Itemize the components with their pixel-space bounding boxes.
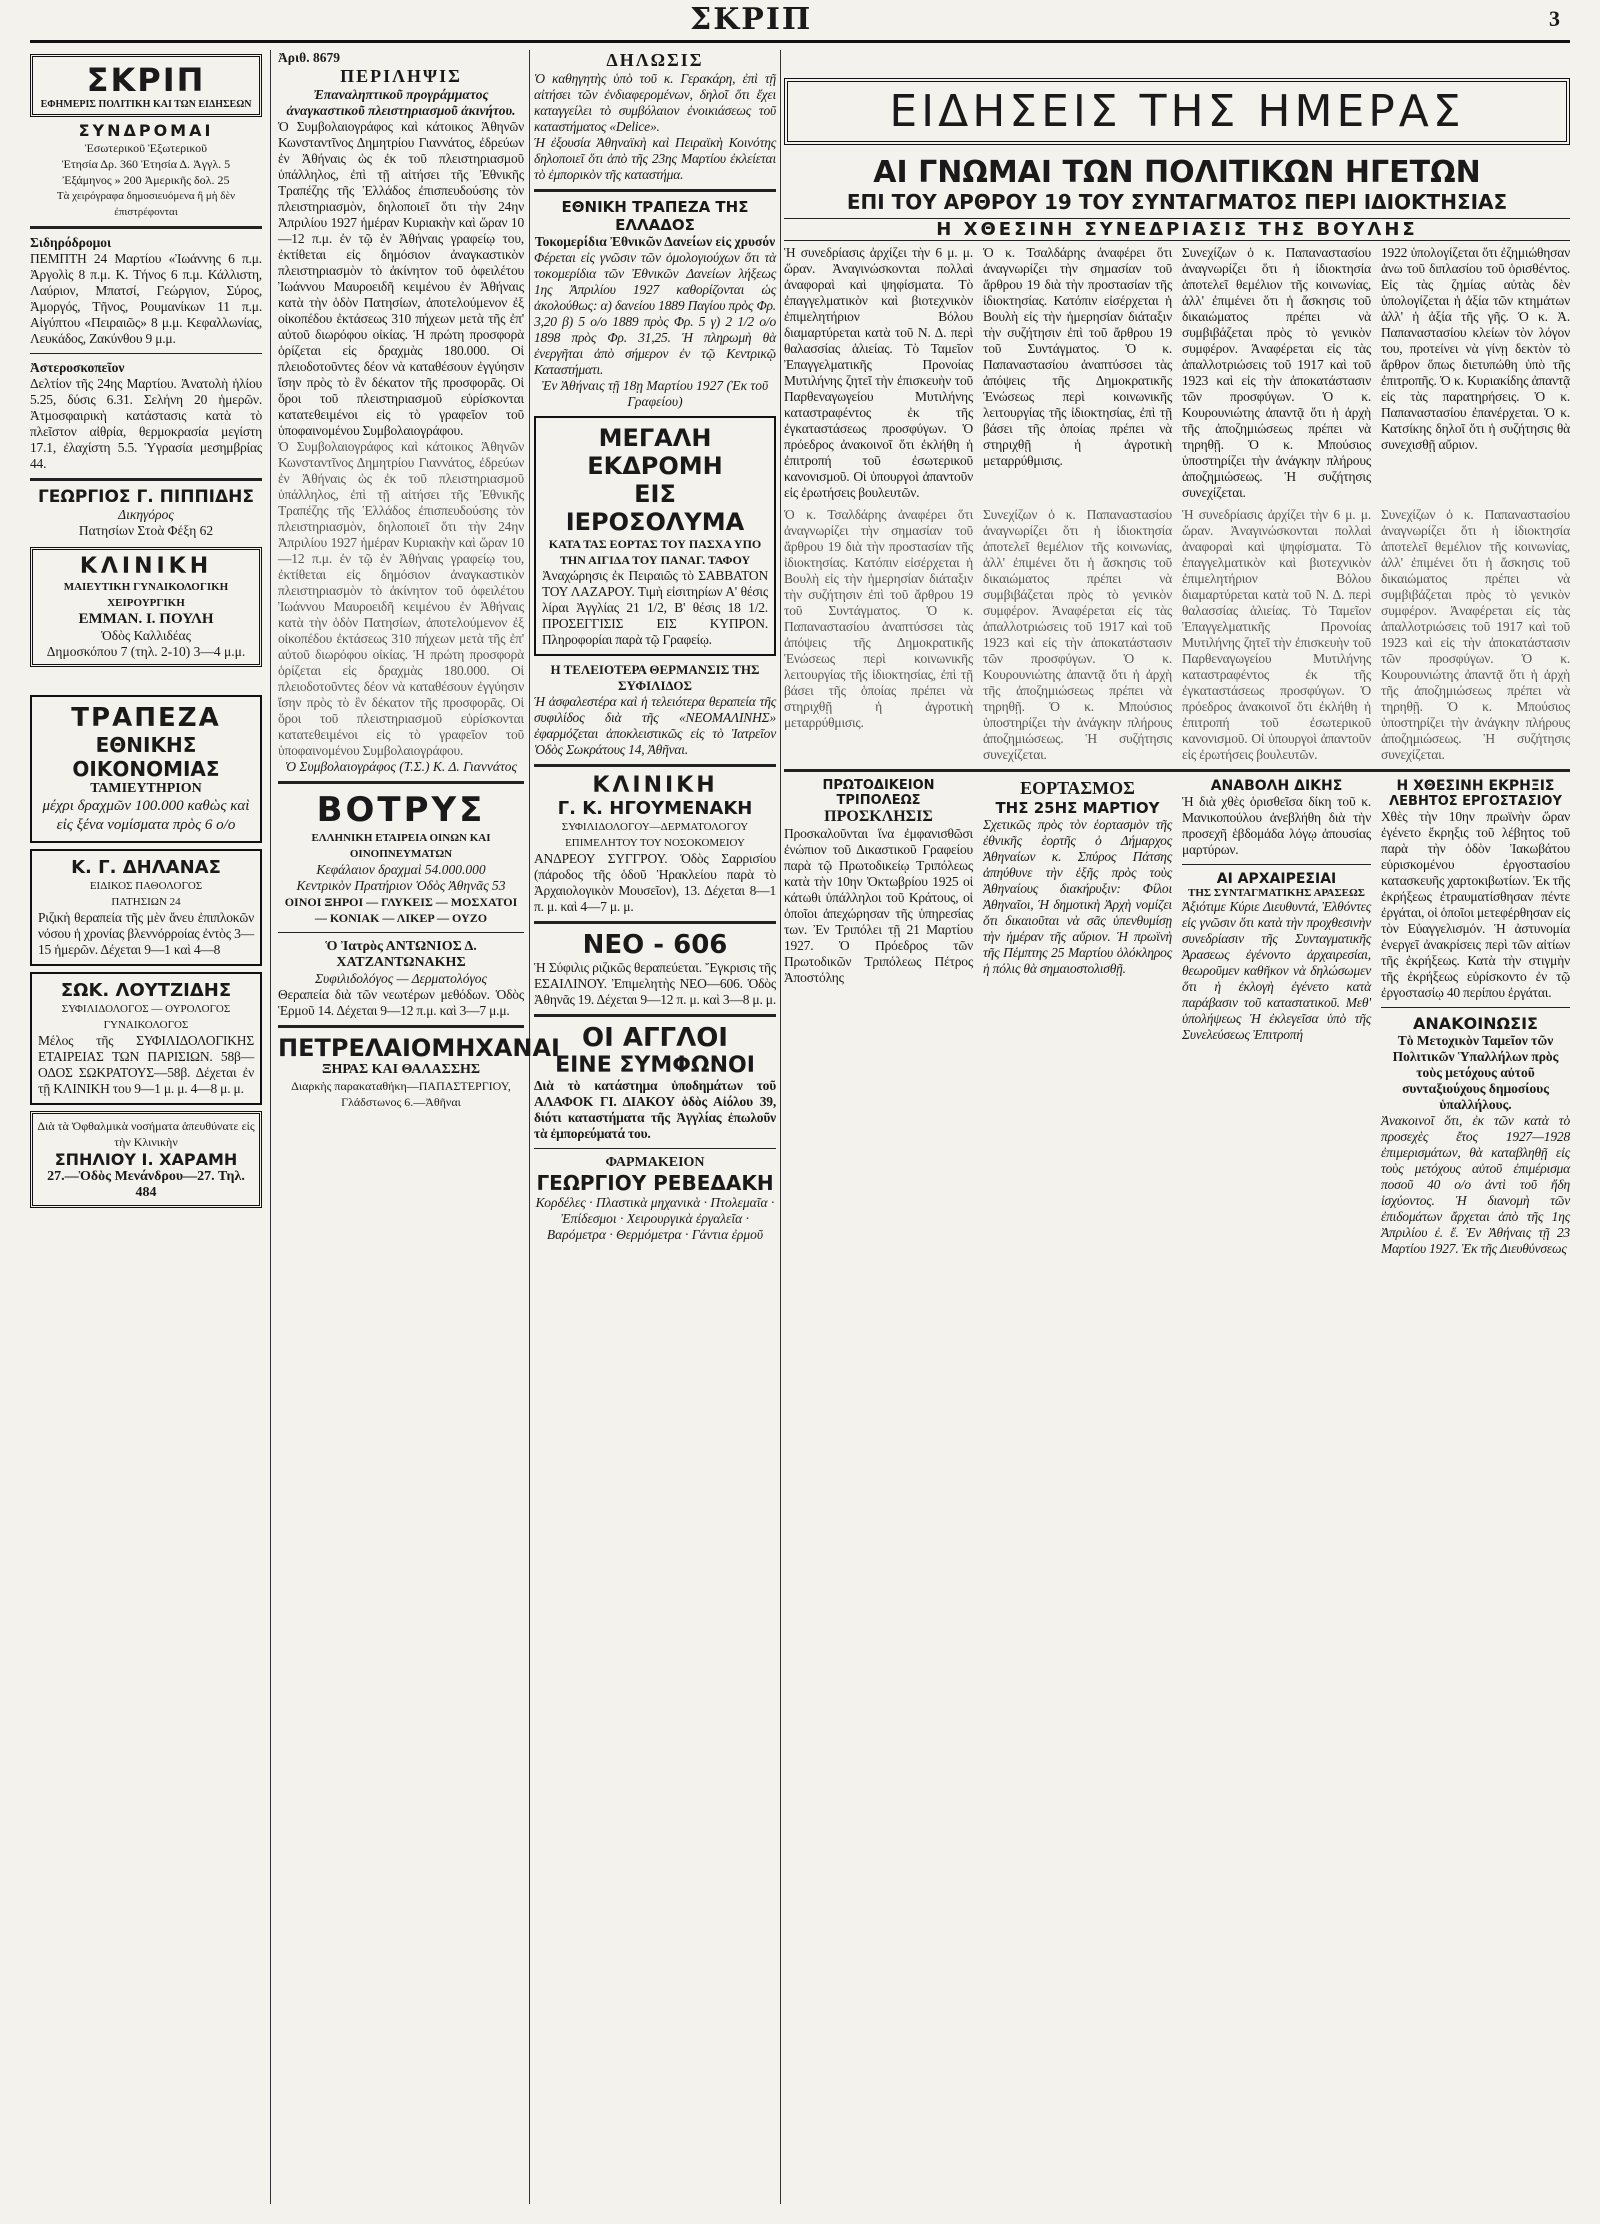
divider (1182, 864, 1371, 865)
summary-title: ΠΕΡΙΛΗΨΙΣ (340, 66, 462, 86)
national-bank-text: Φέρεται εἰς γνῶσιν τῶν ὁμολογιούχων ὅτι τὰ τοκομερίδια τῶν Ἐθνικῶν Δανείων λήξεως 1ης Ἀπριλίου 1927 καθορίζονται ὡς ἀκολούθως: α) δανείου 1889 Παγίου πρὸς Φρ. 3,20 β) 5 ο/ο 1889 πρὸς Φρ. 5 γ) 2 1/2 ο/ο 1898 πρὸς Φρ. 31,25. Ἡ πληρωμὴ θὰ ἐνεργῆται ἀπὸ σήμερον ἐν τῷ Κεντρικῷ Καταστήματι. (534, 250, 776, 377)
doctor-ad (30, 972, 262, 1105)
explosion-text: Χθὲς τὴν 10ην πρωϊνὴν ὥραν ἐγένετο ἔκρηξις τοῦ λέβητος τοῦ παρὰ τὴν ὁδὸν Ἰακωβάτου εὑρισκομένου ἐργοστασίου κατασκευῆς χαρτοκιβωτίων. Ἐκ τῆς ἐκρήξεως ἐτραυματίσθησαν πέντε ἐργάται, οἱ ὁποῖοι μετεφέρθησαν εἰς τὸν Εὐαγγελισμόν. Ἡ ἀστυνομία ἐνεργεῖ ἀνακρίσεις περὶ τῶν αἰτίων τῆς ἐκρήξεως. Κατὰ τὴν στιγμὴν τῆς ἐκρήξεως εὑρίσκοντο ἐν τῷ ἐργοστασίῳ 40 περίπου ἐργάται. (1381, 809, 1570, 1000)
votrys-title: ΒΟΤΡΥΣ (316, 790, 486, 830)
summary-subtitle: Ἐπαναληπτικοῦ προγράμματος ἀναγκαστικοῦ πλειστηριασμοῦ ἀκινήτου. (286, 87, 516, 118)
oil-engines-title: ΠΕΤΡΕΛΑΙΟΜΗΧΑΝΑΙ (278, 1034, 560, 1062)
lawyer-name: ΓΕΩΡΓΙΟΣ Γ. ΠΙΠΠΙΔΗΣ (37, 487, 255, 507)
headline-session: Η ΧΘΕΣΙΝΗ ΣΥΝΕΔΡΙΑΣΙΣ ΤΗΣ ΒΟΥΛΗΣ (784, 218, 1570, 241)
treatment-text: Ἡ ἀσφαλεστέρα καὶ ἡ τελειότερα θεραπεία τῆς συφιλίδος διὰ τῆς «ΝΕΟΜΑΛΙΝΗΣ» ἐφαρμόζεται ἀποκλειστικῶς εἰς τὸ Ἰατρεῖον Ὁδὸς Σωκράτους 14, Ἀθῆναι. (534, 694, 776, 757)
divider (534, 189, 776, 192)
column-3 (534, 50, 776, 2204)
page-number: 3 (1549, 6, 1560, 31)
trial-title: ΑΝΑΒΟΛΗ ΔΙΚΗΣ (1210, 778, 1343, 794)
story-column: Ἡ συνεδρίασις ἀρχίζει τὴν 6 μ. μ. ὥραν. Ἀναγινώσκονται πολλαὶ ἀναφοραὶ καὶ ψηφίσματα. Τὸ ἐπαγγελματικὸν καὶ βιοτεχνικὸν ἐπιμελητήριον Βόλου διαμαρτύρεται κατὰ τοῦ Ν. Δ. περὶ θαλασσίας ἁλιείας. Τὸ Ταμεῖον Ἐπαγγελματικῆς Προνοίας Μυτιλήνης ζητεῖ τὴν ἐπισκευὴν τοῦ Παρθεναγωγείου Μυτιλήνης καταστραφέντος ἐκ τῆς ἐγκαταστάσεως προσφύγων. Ὁ πρόεδρος ἀνακοινοῖ ὅτι ἐκλήθη ἡ ἐπιτροπή τοῦ ἐσωτερικοῦ κανονισμοῦ. Οἱ ὑπουργοὶ ἀπαντοῦν εἰς ἐρωτήσεις βουλευτῶν. (1182, 507, 1371, 762)
celebration-title: ΕΟΡΤΑΣΜΟΣ (1020, 778, 1135, 798)
divider (30, 226, 262, 229)
clinic-doctor: Γ. Κ. ΗΓΟΥΜΕΝΑΚΗ (557, 798, 753, 819)
votrys-subtitle: ΕΛΛΗΝΙΚΗ ΕΤΑΙΡΕΙΑ ΟΙΝΩΝ ΚΑΙ ΟΙΝΟΠΝΕΥΜΑΤΩΝ (311, 832, 491, 860)
nameplate-tagline: ΕΦΗΜΕΡΙΣ ΠΟΛΙΤΙΚΗ ΚΑΙ ΤΩΝ ΕΙΔΗΣΕΩΝ (40, 99, 252, 110)
masthead-rule (30, 40, 1570, 43)
trial-text: Ἡ διὰ χθὲς ὁρισθεῖσα δίκη τοῦ κ. Μανικοπούλου ἀνεβλήθη διὰ τὴν προσεχῆ ἑβδομάδα λόγῳ ἀπουσίας μαρτύρων. (1182, 794, 1371, 857)
lower-news-col (983, 778, 1172, 1257)
clinic-title: ΚΛΙΝΙΚΗ (592, 773, 718, 798)
doctor-text: Μέλος τῆς ΣΥΦΙΛΙΔΟΛΟΓΙΚΗΣ ΕΤΑΙΡΕΙΑΣ ΤΩΝ ΠΑΡΙΣΙΩΝ. 58β—ΟΔΟΣ ΣΩΚΡΑΤΟΥΣ—58β. Δέχεται ἐν τῇ ΚΛΙΝΙΚΗ του 9—1 μ. μ. 4—8 μ. μ. (38, 1033, 254, 1096)
announcement-title: ΑΝΑΚΟΙΝΩΣΙΣ (1413, 1014, 1538, 1033)
election-title: ΑΙ ΑΡΧΑΙΡΕΣΙΑΙ (1216, 871, 1337, 887)
observatory-text: Δελτίον τῆς 24ης Μαρτίου. Ἀνατολὴ ἡλίου 5.25, δύσις 6.31. Σελήνη 20 ἡμερῶν. Ἀτμοσφαιρικὴ κατάστασις κατὰ τὸ πλεῖστον αἰθρία, θερμοκρασία μεγίστη 17.1, ἐλαχίστη 5.5. Ὑγρασία μεσημβρίας 44. (30, 376, 262, 471)
headline-sub: ΕΠΙ ΤΟΥ ΑΡΘΡΟΥ 19 ΤΟΥ ΣΥΝΤΑΓΜΑΤΟΣ ΠΕΡΙ ΙΔΙΟΚΤΗΣΙΑΣ (846, 190, 1508, 214)
subscriptions-title: ΣΥΝΔΡΟΜΑΙ (78, 121, 214, 140)
eye-clinic-intro: Διὰ τὰ Ὀφθαλμικὰ νοσήματα ἀπευθύνατε εἰς τὴν Κλινικὴν (37, 1119, 255, 1149)
excursion-text: Ἀναχώρησις ἐκ Πειραιῶς τὸ ΣΑΒΒΑΤΟΝ ΤΟΥ ΛΑΖΑΡΟΥ. Τιμὴ εἰσιτηρίων Α' θέσις λίραι Ἀγγλίας 21 1/2, Β' θέσις 18 1/2. ΠΡΟΣΕΓΓΙΣΙΣ ΕΙΣ ΚΥΠΡΟΝ. Πληροφορίαι παρὰ τῷ Γραφείῳ. (542, 568, 768, 647)
column-divider (270, 50, 271, 2204)
doctor-role: Συφιλιδολόγος — Δερματολόγος (314, 971, 488, 986)
celebration-text: Σχετικῶς πρὸς τὸν ἑορτασμὸν τῆς ἐθνικῆς ἑορτῆς ὁ Δήμαρχος Ἀθηναίων κ. Σπύρος Πάτσης ἀπηύθυνε τὴν ἑξῆς πρὸς τοὺς Ἀθηναίους διακήρυξιν: Φίλοι Ἀθηναῖοι, Ἡ δημοτικὴ Ἀρχὴ νομίζει ὅτι δικαιοῦται νὰ σᾶς ὑπενθυμίσῃ τὴν ἡμέραν τῆς αὔριον. Ἡ πρωϊνὴ τῆς Πέμπτης 25 Μαρτίου ὁλόκληρος ἡ πόλις θὰ σημαιοστολισθῇ. (983, 817, 1172, 976)
column-divider (780, 50, 781, 2204)
divider (30, 353, 262, 354)
court-text: Προσκαλοῦνται ἵνα ἐμφανισθῶσι ἐνώπιον τοῦ Δικαστικοῦ Γραφείου παρὰ τῷ Πρωτοδικείῳ Τριπόλεως κατὰ τὴν 10ην Ὀκτωβρίου 1925 οἱ κάτωθι ὑπάλληλοι τοῦ Κράτους, οἱ ὁποῖοι ἀπεχώρησαν τῆς ὑπηρεσίας των. Ἐν Τριπόλει τῇ 21 Μαρτίου 1927. Ὁ Πρόεδρος τῶν Πρωτοδικῶν Τριπόλεως Πέτρος Ἀποστόλης (784, 826, 973, 985)
english-ad-title: ΟΙ ΑΓΓΛΟΙ (582, 1023, 728, 1053)
news-section (784, 50, 1570, 2204)
column-1 (30, 50, 262, 2204)
masthead-title: ΣΚΡΙΠ (690, 2, 813, 37)
divider (278, 1025, 524, 1028)
clinic-role: ΣΥΦΙΛΙΔΟΛΟΓΟΥ—ΔΕΡΜΑΤΟΛΟΓΟΥ ΕΠΙΜΕΛΗΤΟΥ ΤΟΥ ΝΟΣΟΚΟΜΕΙΟΥ (561, 821, 749, 849)
story-column: Ἡ συνεδρίασις ἀρχίζει τὴν 6 μ. μ. ὥραν. Ἀναγινώσκονται πολλαὶ ἀναφοραὶ καὶ ψηφίσματα. Τὸ ἐπαγγελματικὸν καὶ βιοτεχνικὸν ἐπιμελητήριον Βόλου διαμαρτύρεται κατὰ τοῦ Ν. Δ. περὶ θαλασσίας ἁλιείας. Τὸ Ταμεῖον Ἐπαγγελματικῆς Προνοίας Μυτιλήνης ζητεῖ τὴν ἐπισκευὴν τοῦ Παρθεναγωγείου Μυτιλήνης καταστραφέντος ἐκ τῆς ἐγκαταστάσεως προσφύγων. Ὁ πρόεδρος ἀνακοινοῖ ὅτι ἐκλήθη ἡ ἐπιτροπή τοῦ ἐσωτερικοῦ κανονισμοῦ. Οἱ ὑπουργοὶ ἀπαντοῦν εἰς ἐρωτήσεις βουλευτῶν. (784, 245, 973, 500)
neo-606-title: ΝΕΟ - 606 (582, 930, 728, 960)
lower-news-col (1381, 778, 1570, 1257)
summary-text: Ὁ Συμβολαιογράφος καὶ κάτοικος Ἀθηνῶν Κωνσταντῖνος Δημητρίου Γιαννάτος, ἐδρεύων ἐν Ἀθήναις ὡς ἐκ τοῦ πλειστηριασμοῦ ὑπάλληλος, ἐπὶ τῇ αἰτήσει τῆς Ἐθνικῆς Τραπέζης τῆς Ἑλλάδος ἐπισπευδούσης τὸν πλειστηριασμὸν, δηλοποιεῖ ὅτι τὴν 24ην Ἀπριλίου 1927 ἡμέραν Κυριακὴν καὶ ὥραν 10—12 π.μ. ἐν τῷ ἐν Ἀθήναις γραφείῳ του, ἐκτίθεται εἰς δημόσιον ἀναγκαστικὸν πλειστηριασμὸν τὸ ἀκίνητον τοῦ ὀφειλέτου Ἰωάννου Μαυροειδῆ κειμένου ἐν Ἀθήναις κατὰ τὴν ὁδὸν Πατησίων, ἀποτελούμενον ἐξ οἰκοπέδου ἐκτάσεως 310 πήχεων μετὰ τῆς ἐπ' αὐτοῦ διωρόφου οἰκίας. Ἡ πρώτη προσφορὰ ὁρίζεται εἰς δραχμὰς 180.000. Οἱ πλειοδοτοῦντες δέον νὰ καταθέσουν ἐγγύησιν ἴσην πρὸς τὸ ἓν δέκατον τῆς προσφορᾶς. Οἱ ὅροι τοῦ πλειστηριασμοῦ εὑρίσκονται κατατεθειμένοι εἰς τὸ γραφεῖον τοῦ ὑποφαινομένου Συμβολαιογράφου. (278, 119, 524, 438)
subscriptions-line: Ἐξάμηνος » 200 Ἀμερικῆς δολ. 25 (62, 173, 230, 187)
observatory-title: Ἀστεροσκοπεῖον (30, 360, 125, 375)
national-bank-signature: Ἐν Ἀθήναις τῇ 18ῃ Μαρτίου 1927 (Ἐκ τοῦ Γραφείου) (541, 378, 769, 409)
clinic-subtitle: ΜΑΙΕΥΤΙΚΗ ΓΥΝΑΙΚΟΛΟΓΙΚΗ ΧΕΙΡΟΥΡΓΙΚΗ (63, 581, 229, 609)
national-bank-subtitle: Τοκομερίδια Ἐθνικῶν Δανείων εἰς χρυσόν (534, 234, 776, 249)
national-bank-title: ΕΘΝΙΚΗ ΤΡΑΠΕΖΑ ΤΗΣ ΕΛΛΑΔΟΣ (561, 198, 749, 234)
pharmacy-title: ΦΑΡΜΑΚΕΙΟΝ (605, 1155, 705, 1170)
doctor-address: ΠΑΤΗΣΙΩΝ 24 (111, 896, 181, 908)
clinic-address: Ὁδὸς Καλλιδέας (101, 628, 191, 643)
divider (1381, 1007, 1570, 1008)
clinic-doctor: ΕΜΜΑΝ. Ι. ΠΟΥΛΗ (78, 611, 214, 627)
excursion-ad (534, 416, 776, 656)
news-banner: ΕΙΔΗΣΕΙΣ ΤΗΣ ΗΜΕΡΑΣ (784, 78, 1570, 145)
doctor-ad (30, 849, 262, 966)
bank-ad (30, 695, 262, 843)
bank-title: ΤΡΑΠΕΖΑ (71, 703, 221, 733)
treatment-title: Η ΤΕΛΕΙΟΤΕΡΑ ΘΕΡΜΑΝΣΙΣ ΤΗΣ ΣΥΦΙΛΙΔΟΣ (550, 662, 760, 693)
divider (784, 769, 1570, 772)
nameplate-box (30, 54, 262, 117)
story-column: Συνεχίζων ὁ κ. Παπαναστασίου ἀναγνωρίζει ὅτι ἡ ἰδιοκτησία ἀποτελεῖ θεμέλιον τῆς κοινωνίας, ἀλλ' ἐπιμένει ὅτι ἡ ἄσκησις τοῦ δικαιώματος πρέπει νὰ συμβιβάζεται πρὸς τὸ γενικὸν συμφέρον. Ἀναφέρεται εἰς τὰς ἀπαλλοτριώσεις τοῦ 1917 καὶ τοῦ 1923 καὶ εἰς τὴν ἀποκατάστασιν τῶν προσφύγων. Ὁ κ. Κουρουνιώτης ἀπαντᾷ ὅτι ἡ ἀρχὴ τῆς ἀποζημιώσεως πρέπει νὰ τηρηθῇ. Ὁ κ. Μπούσιος ὑποστηρίζει τὴν ἀνάγκην πλήρους ἀποζημιώσεως. Ἡ συζήτησις συνεχίζεται. (1182, 245, 1371, 500)
explosion-title: Η ΧΘΕΣΙΝΗ ΕΚΡΗΞΙΣ (1396, 778, 1555, 794)
story-column: Συνεχίζων ὁ κ. Παπαναστασίου ἀναγνωρίζει ὅτι ἡ ἰδιοκτησία ἀποτελεῖ θεμέλιον τῆς κοινωνίας, ἀλλ' ἐπιμένει ὅτι ἡ ἄσκησις τοῦ δικαιώματος πρέπει νὰ συμβιβάζεται πρὸς τὸ γενικὸν συμφέρον. Ἀναφέρεται εἰς τὰς ἀπαλλοτριώσεις τοῦ 1917 καὶ τοῦ 1923 καὶ εἰς τὴν ἀποκατάστασιν τῶν προσφύγων. Ὁ κ. Κουρουνιώτης ἀπαντᾷ ὅτι ἡ ἀρχὴ τῆς ἀποζημιώσεως πρέπει νὰ τηρηθῇ. Ὁ κ. Μπούσιος ὑποστηρίζει τὴν ἀνάγκην πλήρους ἀποζημιώσεως. Ἡ συζήτησις συνεχίζεται. (983, 507, 1172, 762)
votrys-address: Κεντρικὸν Πρατήριον Ὁδὸς Ἀθηνᾶς 53 (296, 878, 506, 893)
subscriptions-note: Τὰ χειρόγραφα δημοσιευόμενα ἢ μὴ δὲν ἐπιστρέφονται (56, 190, 236, 218)
bank-name: ΕΘΝΙΚΗΣ ΟΙΚΟΝΟΜΙΑΣ (72, 733, 220, 781)
excursion-destination: ΕΙΣ ΙΕΡΟΣΟΛΥΜΑ (565, 480, 745, 536)
divider (534, 921, 776, 924)
lower-news-col (784, 778, 973, 1257)
clinic-title: ΚΛΙΝΙΚΗ (79, 554, 213, 579)
votrys-capital: Κεφάλαιον δραχμαὶ 54.000.000 (316, 862, 486, 877)
masthead (0, 0, 1600, 40)
main-story (784, 245, 1570, 501)
doctor-text: Ριζικὴ θεραπεία τῆς μὲν ἄνευ ἐπιπλοκῶν νόσου ἡ χρονίας βλεννόρροίας ἐντὸς 3—15 ἡμερῶν. Δέχεται 9—1 καὶ 4—8 (38, 910, 254, 957)
divider (278, 932, 524, 933)
divider (278, 781, 524, 784)
story-column: 1922 ὑπολογίζεται ὅτι ἐζημιώθησαν ἀνω τοῦ διπλασίου τοῦ ὁρισθέντος. Εἰς τὰς ζημίας αὐτὰς δὲν ὑπολογίζεται ἡ ἀξία τῶν κτημάτων ἀλλ' ἡ ἀξία τῆς γῆς. Ὁ κ. Ἀ. Παπαναστασίου κλείων τὸν λόγον του, προτείνει νὰ γίνῃ δεκτὸν τὸ ἄρθρον ὅπως διετυπώθη ὑπὸ τῆς ἐπιτροπῆς. Ὁ κ. Κυριακίδης ἀπαντᾷ εἰς τὰς παρατηρήσεις. Ὁ κ. Παπαναστασίου ἐπανέρχεται. Ὁ κ. Κατσίκης δηλοῖ ὅτι ἡ συζήτησις θὰ συνεχισθῇ αὔριον. (1381, 245, 1570, 452)
bank-subtitle: ΤΑΜΙΕΥΤΗΡΙΟΝ (90, 781, 202, 796)
clinic-hours: Δημοσκόπου 7 (τηλ. 2-10) 3—4 μ.μ. (46, 644, 246, 659)
eye-clinic-name: ΣΠΗΛΙΟΥ Ι. ΧΑΡΑΜΗ (54, 1150, 238, 1169)
doctor-role: ΣΥΦΙΛΙΔΟΛΟΓΟΣ — ΟΥΡΟΛΟΓΟΣ ΓΥΝΑΙΚΟΛΟΓΟΣ (61, 1003, 231, 1031)
declaration-text: Ὁ καθηγητὴς ὑπὸ τοῦ κ. Γερακάρη, ἐπὶ τῇ αἰτήσει τῶν ἐνδιαφερομένων, δηλοῖ ὅτι ἔχει καταγγείλει τὸ συμβόλαιον ἐνοικιάσεως τοῦ καταστήματος «Delice». (534, 71, 776, 134)
column-divider (529, 50, 530, 2204)
subscriptions-line: Ἐσωτερικοῦ Ἐξωτερικοῦ (84, 141, 208, 155)
bank-text: μέχρι δραχμῶν 100.000 καθὼς καὶ εἰς ξένα νομίσματα πρὸς 6 ο/ο (42, 798, 250, 833)
divider (534, 1014, 776, 1017)
story-column: Συνεχίζων ὁ κ. Παπαναστασίου ἀναγνωρίζει ὅτι ἡ ἰδιοκτησία ἀποτελεῖ θεμέλιον τῆς κοινωνίας, ἀλλ' ἐπιμένει ὅτι ἡ ἄσκησις τοῦ δικαιώματος πρέπει νὰ συμβιβάζεται πρὸς τὸ γενικὸν συμφέρον. Ἀναφέρεται εἰς τὰς ἀπαλλοτριώσεις τοῦ 1917 καὶ τοῦ 1923 καὶ εἰς τὴν ἀποκατάστασιν τῶν προσφύγων. Ὁ κ. Κουρουνιώτης ἀπαντᾷ ὅτι ἡ ἀρχὴ τῆς ἀποζημιώσεως πρέπει νὰ τηρηθῇ. Ὁ κ. Μπούσιος ὑποστηρίζει τὴν ἀνάγκην πλήρους ἀποζημιώσεως. Ἡ συζήτησις συνεχίζεται. (1381, 507, 1570, 762)
doctor-name: ΣΩΚ. ΛΟΥΤΖΙΔΗΣ (60, 980, 232, 1001)
headline-main: ΑΙ ΓΝΩΜΑΙ ΤΩΝ ΠΟΛΙΤΙΚΩΝ ΗΓΕΤΩΝ (873, 155, 1481, 190)
announcement-text: Ἀνακοινοῖ ὅτι, ἐκ τῶν κατὰ τὸ προσεχὲς ἔτος 1927—1928 ἐπιμερισμάτων, θὰ καταβληθῇ εἰς τοὺς μετόχους αὐτοῦ ἐπιμέρισμα ποσοῦ 40 ο/ο ἀντὶ τοῦ ἤδη ἰσχύοντος. Ἡ διανομὴ τῶν ἐπιδομάτων ἄρχεται ἀπὸ τῆς 1ης Ἀπριλίου ἐ. ἔ. Ἐν Ἀθήναις τῇ 23 Μαρτίου 1927. Ἐκ τῆς Διευθύνσεως (1381, 1113, 1570, 1256)
summary-text-continued: Ὁ Συμβολαιογράφος καὶ κάτοικος Ἀθηνῶν Κωνσταντῖνος Δημητρίου Γιαννάτος, ἐδρεύων ἐν Ἀθήναις ὡς ἐκ τοῦ πλειστηριασμοῦ ὑπάλληλος, ἐπὶ τῇ αἰτήσει τῆς Ἐθνικῆς Τραπέζης τῆς Ἑλλάδος ἐπισπευδούσης τὸν πλειστηριασμὸν, δηλοποιεῖ ὅτι τὴν 24ην Ἀπριλίου 1927 ἡμέραν Κυριακὴν καὶ ὥραν 10—12 π.μ. ἐν τῷ ἐν Ἀθήναις γραφείῳ του, ἐκτίθεται εἰς δημόσιον ἀναγκαστικὸν πλειστηριασμὸν τὸ ἀκίνητον τοῦ ὀφειλέτου Ἰωάννου Μαυροειδῆ κειμένου ἐν Ἀθήναις κατὰ τὴν ὁδὸν Πατησίων, ἀποτελούμενον ἐξ οἰκοπέδου ἐκτάσεως 310 πήχεων μετὰ τῆς ἐπ' αὐτοῦ διωρόφου οἰκίας. Ἡ πρώτη προσφορὰ ὁρίζεται εἰς δραχμὰς 180.000. Οἱ πλειοδοτοῦντες δέον νὰ καταθέσουν ἐγγύησιν ἴσην πρὸς τὸ ἓν δέκατον τῆς προσφορᾶς. Οἱ ὅροι τοῦ πλειστηριασμοῦ εὑρίσκονται κατατεθειμένοι εἰς τὸ γραφεῖον τοῦ ὑποφαινομένου Συμβολαιογράφου. (278, 439, 524, 758)
doctor-name: Ὁ Ἰατρὸς ΑΝΤΩΝΙΟΣ Δ. ΧΑΤΖΑΝΤΩΝΑΚΗΣ (325, 939, 477, 970)
main-story-continued (784, 507, 1570, 763)
votrys-products: ΟΙΝΟΙ ΞΗΡΟΙ — ΓΛΥΚΕΙΣ — ΜΟΣΧΑΤΟΙ — ΚΟΝΙΑΚ — ΛΙΚΕΡ — ΟΥΖΟ (284, 895, 518, 925)
neo-606-text: Ἡ Σύφιλις ριζικῶς θεραπεύεται. Ἔγκρισις τῆς ΕΣΑΙΛΙΝΟΥ. Ἐπιμελητὴς ΝΕΟ—606. Ὁδὸς Ἀθηνᾶς 19. Δέχεται 9—12 π. μ. καὶ 3—8 μ. μ. (534, 960, 777, 1007)
eye-clinic-ad (30, 1111, 262, 1208)
lower-news (784, 778, 1570, 1257)
oil-engines-subtitle: ΞΗΡΑΣ ΚΑΙ ΘΑΛΑΣΣΗΣ (321, 1062, 481, 1077)
divider (30, 478, 262, 481)
summary-signature: Ὁ Συμβολαιογράφος (Τ.Σ.) Κ. Δ. Γιαννάτος (284, 759, 518, 774)
subscriptions-line: Ἐτησία Δρ. 360 Ἐτησία Δ. Ἀγγλ. 5 (61, 157, 231, 171)
english-ad-title-2: ΕΙΝΕ ΣΥΜΦΩΝΟΙ (555, 1053, 755, 1078)
announcement-subtitle: Τὸ Μετοχικὸν Ταμεῖον τῶν Πολιτικῶν Ὑπαλλήλων πρὸς τοὺς μετόχους αὐτοῦ συνταξιούχους δημοσίους ὑπαλλήλους. (1392, 1033, 1559, 1112)
election-subtitle: ΤΗΣ ΣΥΝΤΑΓΜΑΤΙΚΗΣ ΑΡΑΣΕΩΣ (1188, 887, 1365, 899)
lawyer-address: Πατησίων Στοὰ Φέξη 62 (78, 523, 214, 538)
eye-clinic-address: 27.—Ὁδὸς Μενάνδρου—27. Τηλ. 484 (47, 1169, 245, 1200)
excursion-subtitle: ΚΑΤΑ ΤΑΣ ΕΟΡΤΑΣ ΤΟΥ ΠΑΣΧΑ ΥΠΟ ΤΗΝ ΑΙΓΙΔΑ ΤΟΥ ΠΑΝΑΓ. ΤΑΦΟΥ (548, 537, 762, 567)
story-column: Ὁ κ. Τσαλδάρης ἀναφέρει ὅτι ἀναγνωρίζει τὴν σημασίαν τοῦ ἄρθρου 19 διὰ τὴν προστασίαν τῆς ἰδιοκτησίας. Κατόπιν εἰσέρχεται ἡ Βουλὴ εἰς τὴν ἡμερησίαν διάταξιν τὴν συζήτησιν ἐπὶ τοῦ ἄρθρου 19 τοῦ Συντάγματος. Ὁ κ. Παπαναστασίου ἀναπτύσσει τὰς ἀπόψεις τῆς Δημοκρατικῆς Ἑνώσεως περὶ κοινωνικῆς λειτουργίας τῆς ἰδιοκτησίας, ἐπὶ τῇ βάσει τῆς ὁποίας πρέπει νὰ στηριχθῇ ἡ ἀγροτικὴ μεταρρύθμισις. (983, 245, 1172, 468)
excursion-title: ΜΕΓΑΛΗ ΕΚΔΡΟΜΗ (587, 424, 723, 480)
clinic-ad (30, 547, 262, 667)
clinic-text: ΑΝΔΡΕΟΥ ΣΥΓΓΡΟΥ. Ὁδὸς Σαρρισίου (πάροδος τῆς ὁδοῦ Ἡρακλείου παρὰ τὸ Ἀρχαιολογικὸν Μουσεῖον), 13. Δέχεται 8—1 π. μ. καὶ 4—7 μ. μ. (534, 851, 776, 914)
doctor-name: Κ. Γ. ΔΗΛΑΝΑΣ (71, 857, 221, 878)
doctor-role: ΕΙΔΙΚΟΣ ΠΑΘΟΛΟΓΟΣ (89, 880, 203, 892)
doctor-text: Θεραπεία διὰ τῶν νεωτέρων μεθόδων. Ὁδὸς Ἑρμοῦ 14. Δέχεται 9—12 π.μ. καὶ 3—7 μ.μ. (278, 987, 524, 1018)
story-column: Ὁ κ. Τσαλδάρης ἀναφέρει ὅτι ἀναγνωρίζει τὴν σημασίαν τοῦ ἄρθρου 19 διὰ τὴν προστασίαν τῆς ἰδιοκτησίας. Κατόπιν εἰσέρχεται ἡ Βουλὴ εἰς τὴν ἡμερησίαν διάταξιν τὴν συζήτησιν ἐπὶ τοῦ ἄρθρου 19 τοῦ Συντάγματος. Ὁ κ. Παπαναστασίου ἀναπτύσσει τὰς ἀπόψεις τῆς Δημοκρατικῆς Ἑνώσεως περὶ κοινωνικῆς λειτουργίας τῆς ἰδιοκτησίας, ἐπὶ τῇ βάσει τῆς ὁποίας πρέπει νὰ στηριχθῇ ἡ ἀγροτικὴ μεταρρύθμισις. (784, 507, 973, 730)
lower-news-col (1182, 778, 1371, 1257)
railway-text: ΠΕΜΠΤΗ 24 Μαρτίου «Ἰωάννης 6 π.μ. Ἀργολὶς 8 π.μ. Κ. Τήνος 6 π.μ. Κάλλιστη, Λαύριον, Μπατσί, Γεώργιον, Σύρος, Ἀμοργός, Τῆνος, Ρουμανίκων 11 π.μ. Αἰγύπτου «Πειραιῶς» 8 μ.μ. Κεφαλλωνίας, Λευκάδος, Ζακύνθου 9 μ.μ. (30, 251, 262, 346)
divider (534, 1148, 776, 1149)
nameplate: ΣΚΡΙΠ (86, 61, 206, 99)
notice-number: Ἀριθ. 8679 (278, 50, 340, 65)
english-ad-text: Διὰ τὸ κατάστημα ὑποδημάτων τοῦ ΑΛΑΦΟΚ ΓΙ. ΔΙΑΚΟΥ ὁδὸς Αἰόλου 39, διότι καταστήματα τῆς Ἀγγλίας ἐπωλοῦν τὰ ἐμπορεύματά του. (534, 1078, 776, 1141)
declaration-text: Ἡ ἐξουσία Ἀθηναϊκὴ καὶ Πειραϊκὴ Κοινότης δηλοποιεῖ ὅτι ἀπὸ τῆς 23ης Μαρτίου ἐκλείεται τὸ ἐμπορικὸν τῆς καταστήμα. (534, 135, 776, 182)
pharmacy-items: Κορδέλες · Πλαστικὰ μηχανικὰ · Πτολεμαῖα · Ἐπίδεσμοι · Χειρουργικὰ ἐργαλεῖα · Βαρόμετρα · Θερμόμετρα · Γάντια ἐρμοῦ (535, 1195, 775, 1242)
column-2 (278, 50, 560, 2204)
election-text: Ἀξιότιμε Κύριε Διευθυντά, Ἐλθόντες εἰς γνῶσιν ὅτι κατὰ τὴν προχθεσινὴν συνεδρίασιν τῆς Συνταγματικῆς Ἀρασεως ἐγένοντο ἀρχαιρεσίαι, θεωροῦμεν καθῆκον νὰ δηλώσωμεν ὅτι ἡ ἐκλογὴ ἐγένετο κατὰ παράβασιν τοῦ καταστατικοῦ. Μεθ' ὑπολήψεως Ἡ ἐκλεγεῖσα ὑπὸ τῆς Συνελεύσεως Ἐπιτροπή (1182, 899, 1371, 1042)
divider (534, 764, 776, 767)
declaration-title: ΔΗΛΩΣΙΣ (606, 50, 704, 70)
railway-title: Σιδηρόδρομοι (30, 235, 112, 250)
pharmacy-name: ΓΕΩΡΓΙΟΥ ΡΕΒΕΔΑΚΗ (536, 1171, 774, 1195)
lawyer-role: Δικηγόρος (118, 507, 174, 522)
court-subtitle: ΠΡΟΣΚΛΗΣΙΣ (824, 808, 933, 825)
celebration-subtitle: ΤΗΣ 25ΗΣ ΜΑΡΤΙΟΥ (995, 799, 1160, 817)
oil-engines-text: Διαρκὴς παρακαταθήκη—ΠΑΠΑΣΤΕΡΓΙΟΥ, Γλάδστωνος 6.—Ἀθῆναι (291, 1079, 511, 1109)
explosion-subtitle: ΛΕΒΗΤΟΣ ΕΡΓΟΣΤΑΣΙΟΥ (1389, 794, 1562, 809)
court-title: ΠΡΩΤΟΔΙΚΕΙΟΝ ΤΡΙΠΟΛΕΩΣ (822, 778, 935, 808)
